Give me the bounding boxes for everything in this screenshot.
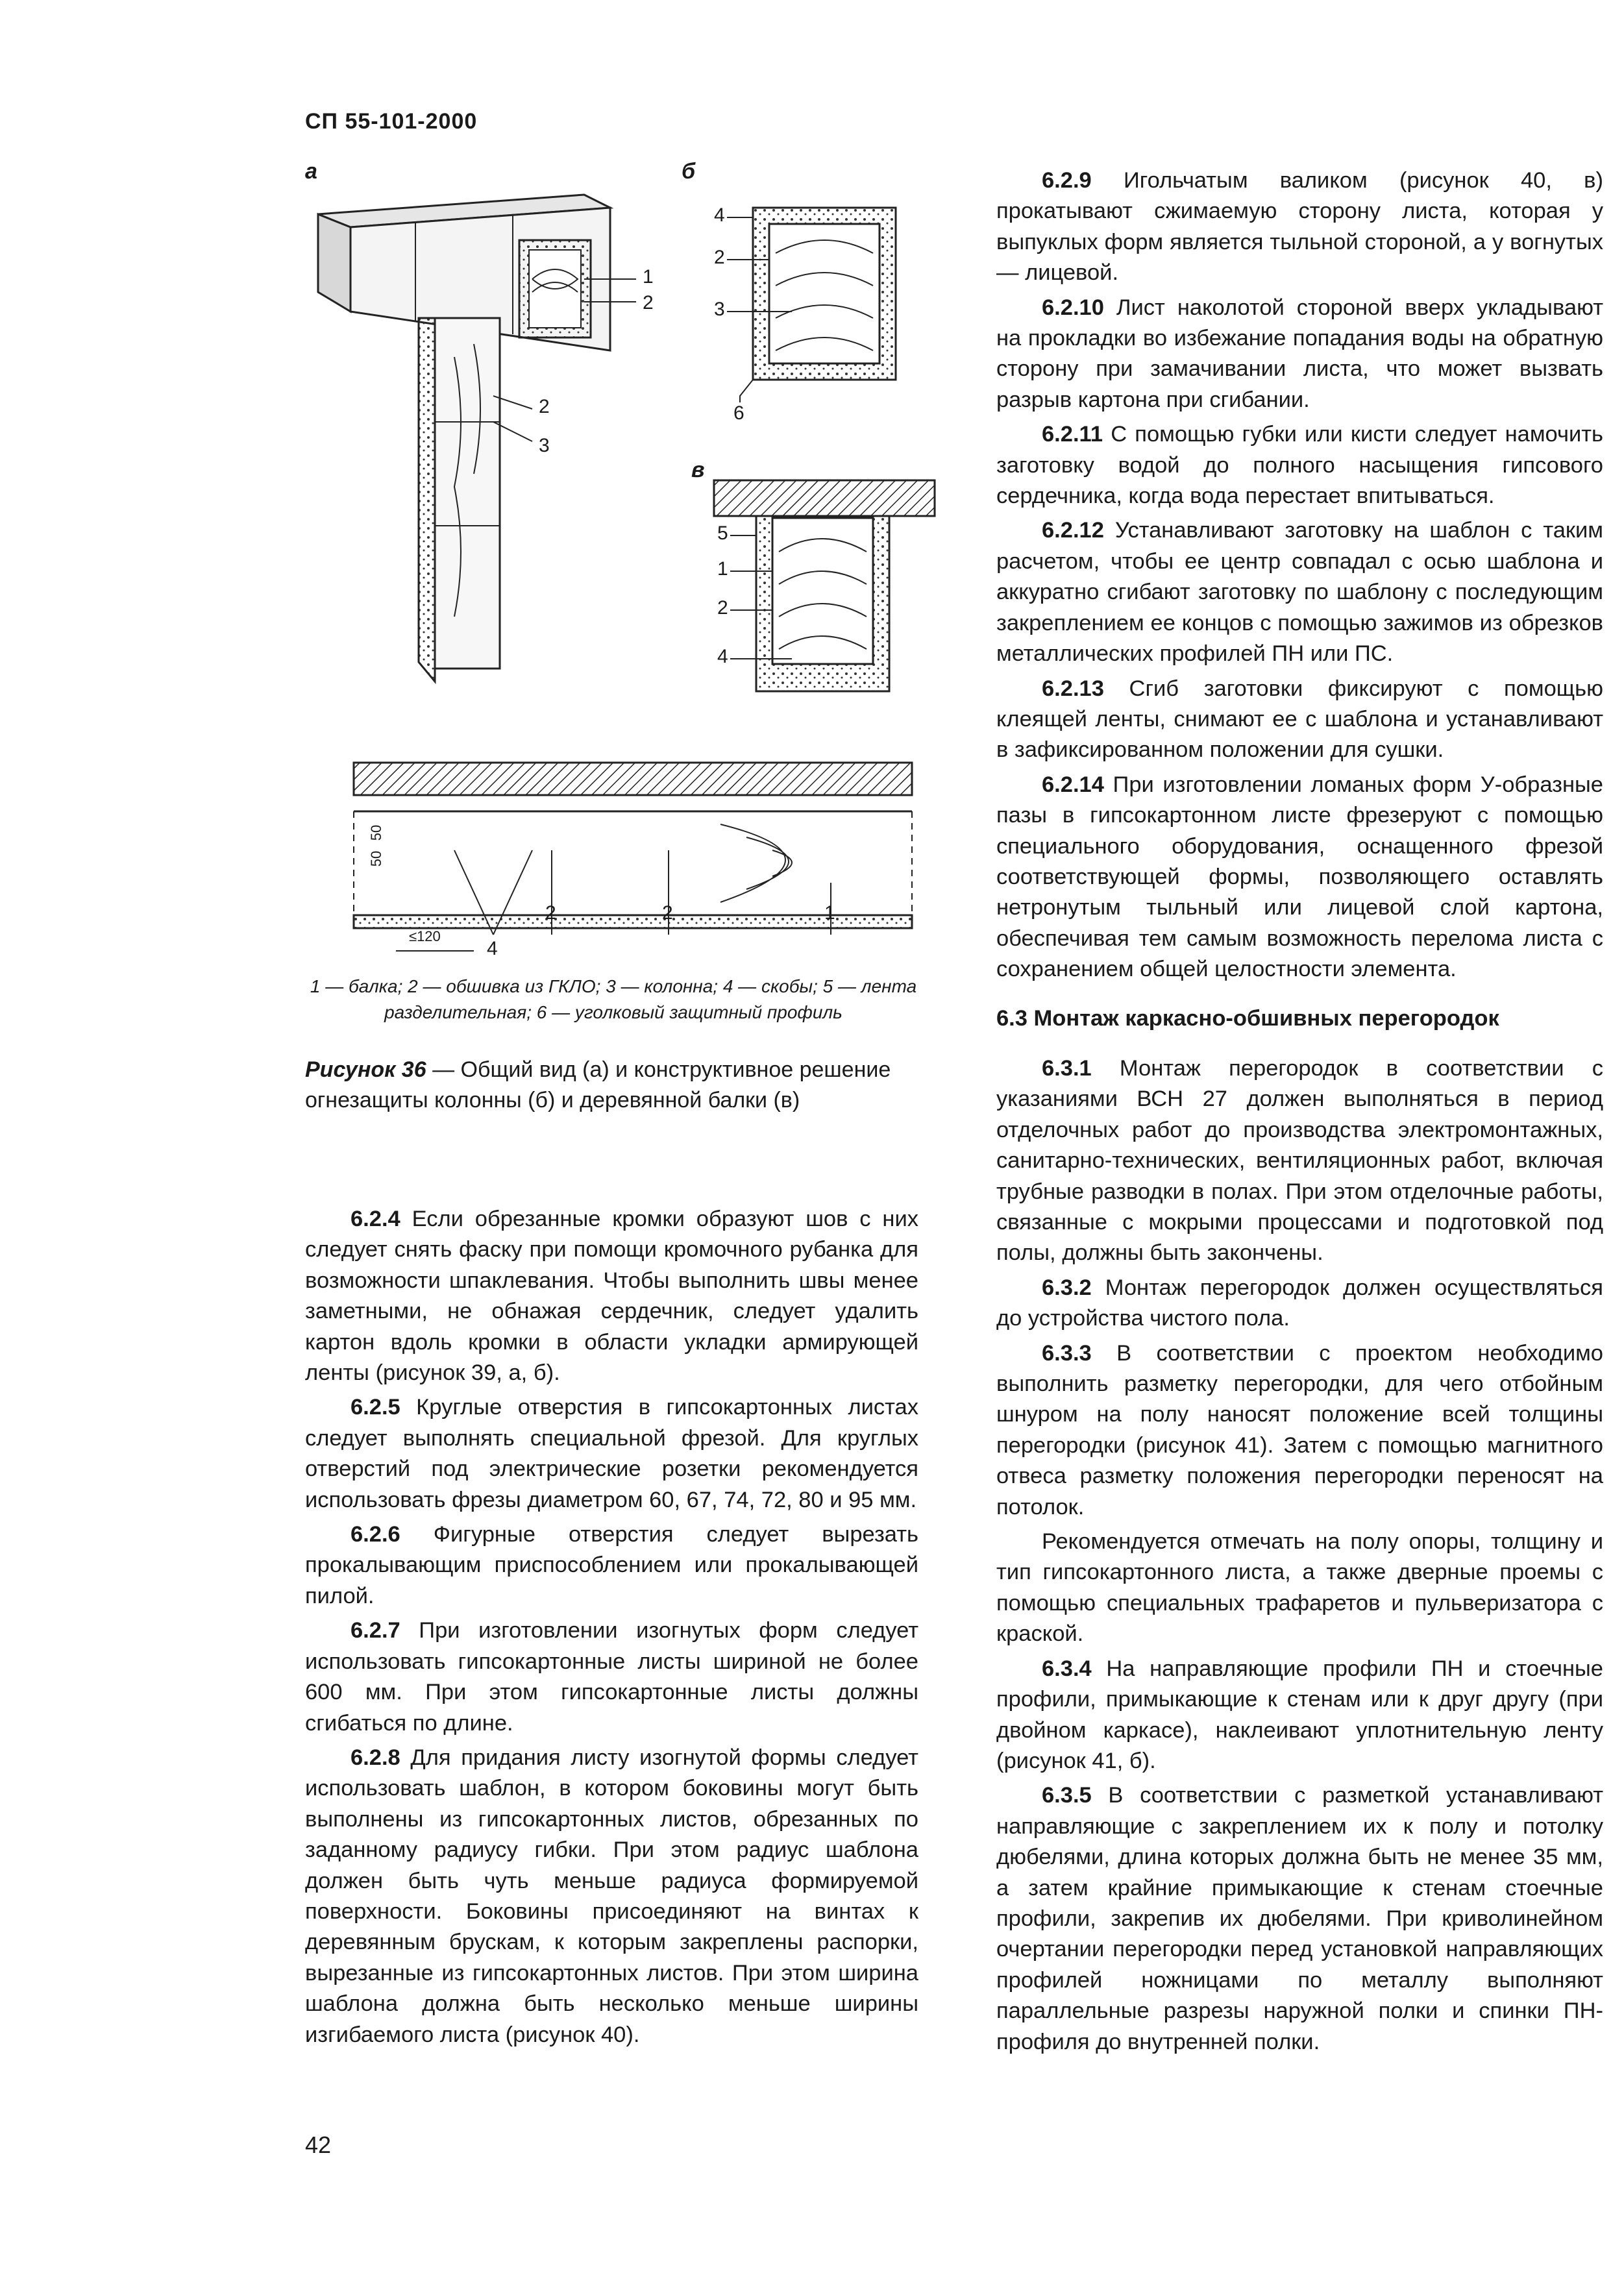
paragraph-number: 6.2.4 — [351, 1207, 400, 1231]
paragraph-6-2-9 — [996, 166, 1603, 289]
paragraph-number: 6.2.14 — [1042, 772, 1104, 797]
paragraph-text: Фигурные отверстия следует вырезать прокалывающим приспособлением или прокалывающей пилой. — [305, 1522, 918, 1608]
paragraph-6-3-4 — [996, 1654, 1603, 1777]
paragraph-text: Монтаж перегородок в соответствии с указаниями ВСН 27 должен выполняться в период отделочных работ до производства электромонтажных, санитарно-технических, вентиляционных работ, включая трубные разводки в полах. При этом отделочные работы, связанные с мокрыми процессами и подготовкой под полы, должны быть закончены. — [996, 1055, 1603, 1266]
right-column — [996, 166, 1603, 2061]
paragraph-number: 6.2.8 — [351, 1745, 400, 1770]
paragraph-number: 6.2.11 — [1042, 422, 1103, 447]
paragraph-6-2-7 — [305, 1616, 918, 1739]
callout-v-1: 1 — [717, 558, 728, 580]
panel-a-drawing — [318, 195, 636, 682]
paragraph-6-2-13 — [996, 674, 1603, 766]
paragraph-6-2-12 — [996, 515, 1603, 669]
dim-120: ≤120 — [409, 928, 441, 944]
callout-bottom-2b: 2 — [662, 902, 673, 924]
callout-a-2b: 2 — [539, 396, 550, 417]
paragraph-number: 6.3.3 — [1042, 1340, 1092, 1366]
callout-v-2: 2 — [717, 597, 728, 619]
dim-50-b: 50 — [368, 824, 385, 841]
callout-bottom-4: 4 — [487, 938, 498, 959]
paragraph-6-3-3 — [996, 1338, 1603, 1523]
callout-a-2: 2 — [643, 292, 654, 313]
callout-b-3: 3 — [714, 299, 725, 320]
callout-bottom-1: 1 — [824, 902, 835, 924]
paragraph-number: 6.3.1 — [1042, 1055, 1092, 1081]
left-column — [305, 1204, 918, 2054]
caption-label: Рисунок 36 — [305, 1057, 426, 1082]
paragraph-text: В соответствии с разметкой устанавливают направляющие с закреплением их к полу и потолку дюбелями, длина которых должна быть не менее 35 мм, а затем крайние примыкающие к стенам стоечные профили, закрепив их дюбелями. При криволинейном очертании перегородки перед установкой направляющих профилей ножницами по металлу выполняют параллельные разрезы наружной полки и спинки ПН-профиля до внутренней полки. — [996, 1783, 1603, 2054]
callout-b-4: 4 — [714, 204, 725, 226]
paragraph-text: С помощью губки или кисти следует намочить заготовку водой до полного насыщения гипсового сердечника, когда вода перестает впитываться. — [996, 422, 1603, 509]
paragraph-6-3-2 — [996, 1273, 1603, 1334]
paragraph-6-2-6 — [305, 1519, 918, 1612]
paragraph-6-2-10 — [996, 293, 1603, 416]
panel-label-v: в — [691, 458, 705, 482]
figure-legend: 1 — балка; 2 — обшивка из ГКЛО; 3 — колонна; 4 — скобы; 5 — лента разделительная; 6 — уголковый защитный профиль — [310, 976, 917, 1022]
paragraph-text: Монтаж перегородок должен осуществляться до устройства чистого пола. — [996, 1275, 1603, 1331]
paragraph-text: Игольчатым валиком (рисунок 40, в) прокатывают сжимаемую сторону листа, которая у выпуклых форм является тыльной стороной, а у вогнутых — лицевой. — [996, 168, 1603, 286]
paragraph-text: В соответствии с проектом необходимо выполнить разметку перегородки, для чего отбойным шнуром на полу наносят положение всей толщины перегородки (рисунок 41). Затем с помощью магнитного отвеса разметку положения перегородки переносят на потолок. — [996, 1340, 1603, 1519]
figure-caption — [305, 1055, 922, 1116]
paragraph-number: 6.2.7 — [351, 1618, 400, 1643]
paragraph-6-2-5 — [305, 1392, 918, 1516]
paragraph-number: 6.2.13 — [1042, 676, 1104, 701]
panel-label-b: б — [682, 159, 696, 184]
paragraph-6-2-14 — [996, 770, 1603, 985]
figure-drawing — [299, 162, 948, 1039]
section-heading-6-3: 6.3 Монтаж каркасно-обшивных перегородок — [996, 1005, 1499, 1031]
callout-a-3: 3 — [539, 435, 550, 456]
panel-b-drawing — [727, 208, 896, 402]
caption-text: — Общий вид (а) и конструктивное решение огнезащиты колонны (б) и деревянной балки (в) — [305, 1057, 891, 1112]
callout-b-2: 2 — [714, 247, 725, 268]
paragraph-text: Лист наколотой стороной вверх укладывают на прокладки во избежание попадания воды на обратную сторону при замачивании листа, что может вызвать разрыв картона при сгибании. — [996, 295, 1603, 412]
paragraph-number: 6.2.9 — [1042, 168, 1092, 193]
paragraph-6-2-4 — [305, 1204, 918, 1388]
panel-label-a: а — [305, 159, 317, 184]
document-header: СП 55-101-2000 — [305, 109, 478, 134]
callout-v-4: 4 — [717, 646, 728, 667]
paragraph-text: Рекомендуется отмечать на полу опоры, толщину и тип гипсокартонного листа, а также дверные проемы с помощью специальных трафаретов и пульверизатора с краской. — [996, 1529, 1603, 1647]
page-number: 42 — [305, 2132, 332, 2158]
paragraph-text: Сгиб заготовки фиксируют с помощью клеящей ленты, снимают ее с шаблона и устанавливают в зафиксированном положении для сушки. — [996, 676, 1603, 763]
figure-36 — [299, 159, 948, 1039]
callout-b-6: 6 — [733, 402, 744, 424]
paragraph-recommendation — [996, 1527, 1603, 1650]
dim-50-a: 50 — [368, 850, 385, 867]
paragraph-number: 6.2.5 — [351, 1395, 400, 1420]
callout-v-5: 5 — [717, 522, 728, 544]
paragraph-number: 6.3.5 — [1042, 1783, 1092, 1808]
paragraph-number: 6.3.2 — [1042, 1275, 1092, 1300]
paragraph-number: 6.3.4 — [1042, 1656, 1092, 1681]
paragraph-6-2-8 — [305, 1743, 918, 2050]
paragraph-text: Устанавливают заготовку на шаблон с таким расчетом, чтобы ее центр совпадал с осью шаблона и аккуратно сгибают заготовку по шаблону с последующим закреплением ее концов с помощью зажимов из обрезков металлических профилей ПН или ПС. — [996, 518, 1603, 667]
paragraph-text: На направляющие профили ПН и стоечные профили, примыкающие к стенам или к друг другу (при двойном каркасе), наклеивают уплотнительную ленту (рисунок 41, б). — [996, 1656, 1603, 1773]
paragraph-text: Если обрезанные кромки образуют шов с них следует снять фаску при помощи кромочного рубанка для возможности шпаклевания. Чтобы выполнить швы менее заметными, не обнажая сердечник, следует удалить картон вдоль кромки в области укладки армирующей ленты (рисунок 39, а, б). — [305, 1207, 918, 1386]
paragraph-text: При изготовлении ломаных форм У-образные пазы в гипсокартонном листе фрезеруют с помощью специального оборудования, оснащенного фрезой соответствующей формы, позволяющего оставлять нетронутым тыльный или лицевой слой картона, обеспечивая тем самым возможность перелома листа с сохранением общей целостности элемента. — [996, 772, 1603, 982]
paragraph-6-2-11 — [996, 419, 1603, 511]
panel-v-drawing — [714, 480, 935, 691]
paragraph-number: 6.2.6 — [351, 1522, 400, 1547]
paragraph-text: Для придания листу изогнутой формы следует использовать шаблон, в котором боковины могут быть выполнены из гипсокартонных листов, обрезанных по заданному радиусу гибки. При этом радиус шаблона должен быть чуть меньше радиуса формируемой поверхности. Боковины присоединяют на винтах к деревянным брускам, к которым закреплены распорки, вырезанные из гипсокартонных листов. При этом ширина шаблона должна быть несколько меньше ширины изгибаемого листа (рисунок 40). — [305, 1745, 918, 2047]
paragraph-6-3-5 — [996, 1780, 1603, 2058]
paragraph-text: При изготовлении изогнутых форм следует использовать гипсокартонные листы шириной не более 600 мм. При этом гипсокартонные листы должны сгибаться по длине. — [305, 1618, 918, 1736]
paragraph-text: Круглые отверстия в гипсокартонных листах следует выполнять специальной фрезой. Для круглых отверстий под электрические розетки рекомендуется использовать фрезы диаметром 60, 67, 74, 72, 80 и 95 мм. — [305, 1395, 918, 1512]
paragraph-number: 6.2.12 — [1042, 518, 1104, 543]
callout-a-1: 1 — [643, 266, 654, 288]
paragraph-6-3-1 — [996, 1053, 1603, 1269]
paragraph-number: 6.2.10 — [1042, 295, 1104, 320]
callout-bottom-2: 2 — [545, 902, 556, 924]
